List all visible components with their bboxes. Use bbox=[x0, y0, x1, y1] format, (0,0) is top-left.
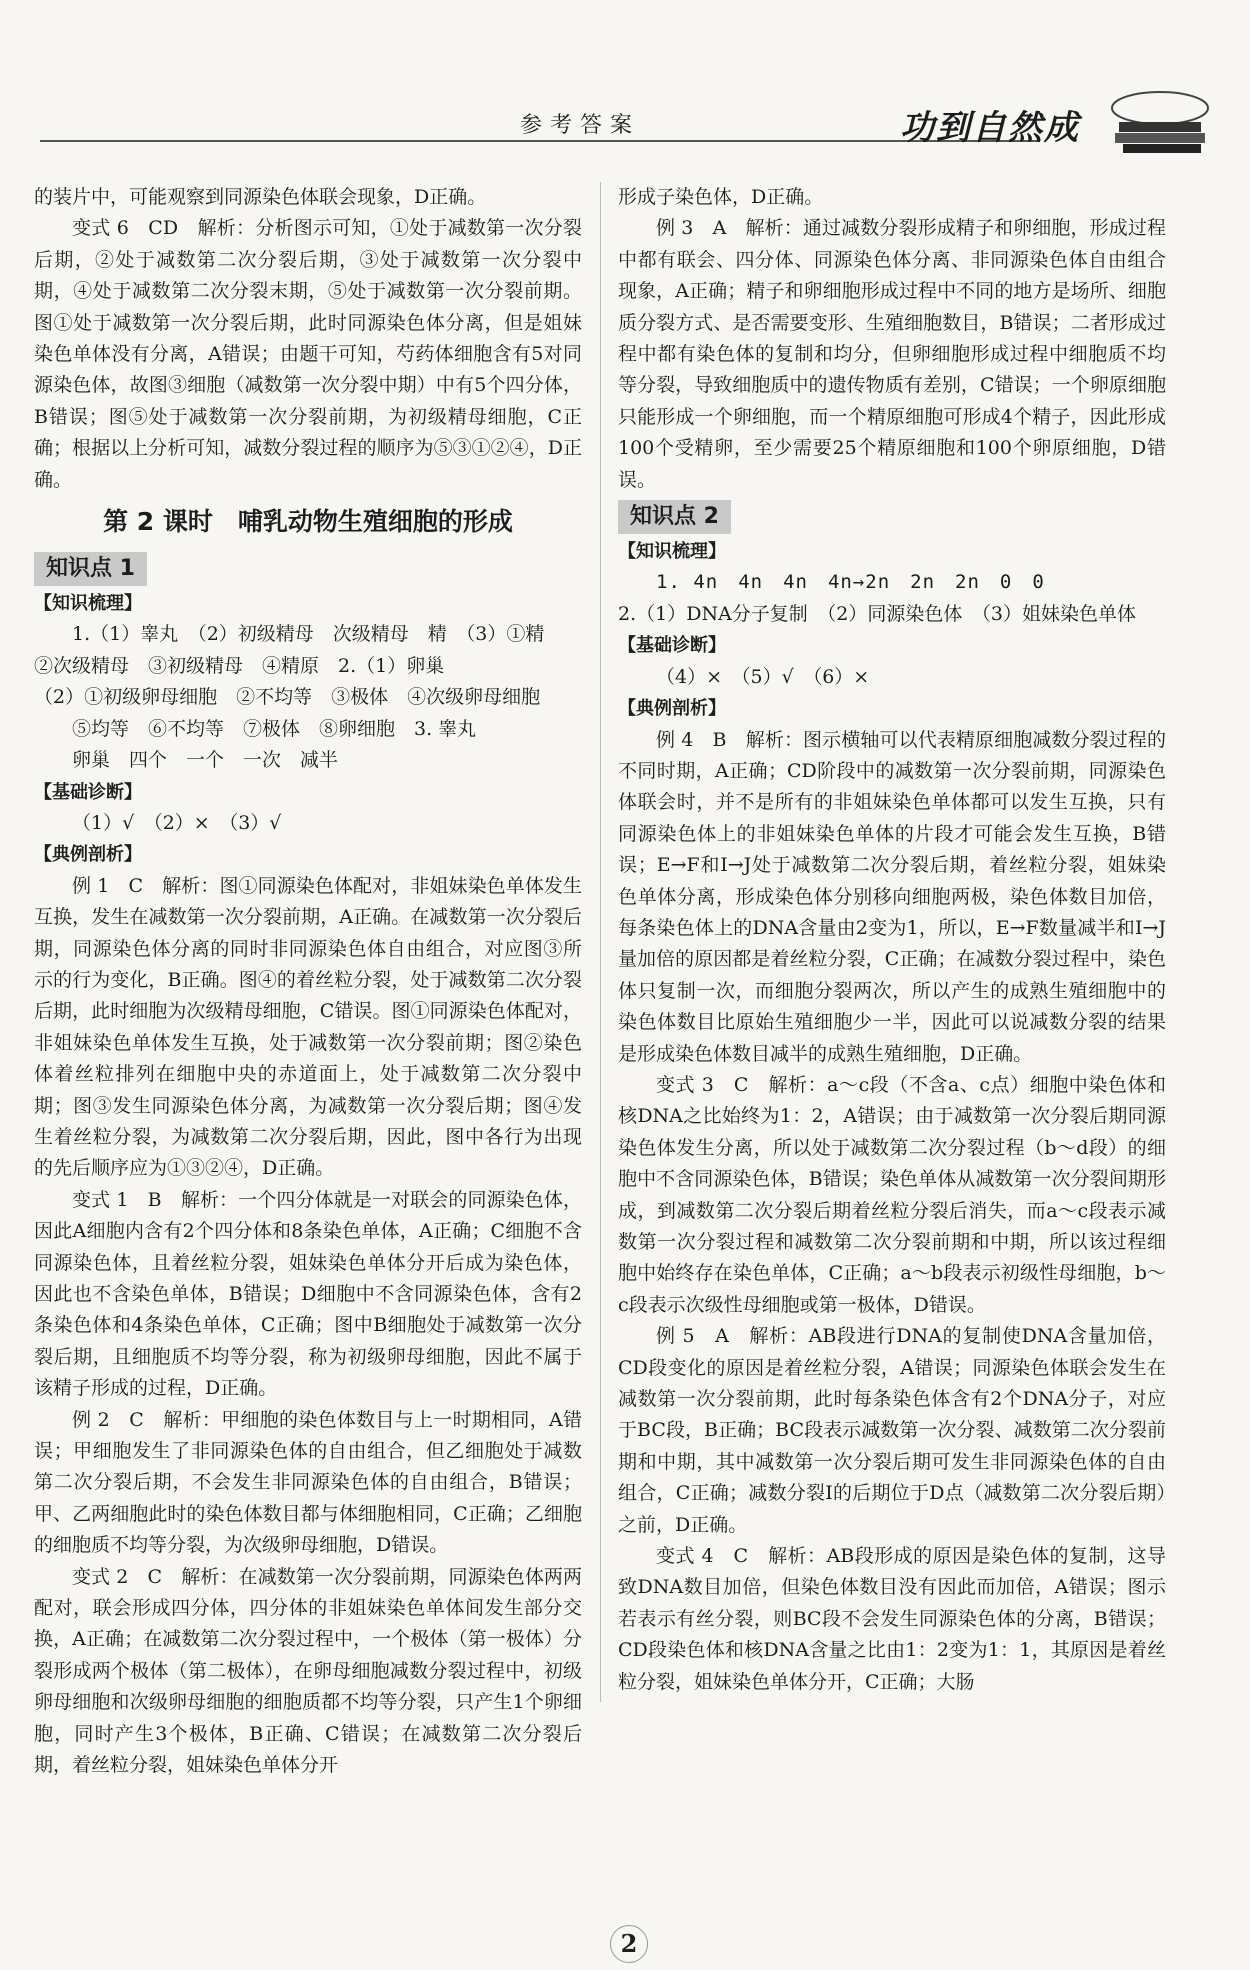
books-icon bbox=[1105, 88, 1215, 158]
section-example-analysis: 【典例剖析】 bbox=[34, 844, 142, 866]
variant-2-answer: 变式 2 C 解析：在减数第一次分裂前期，同源染色体两两配对，联会形成四分体，四分体的非姐妹染色单体间发生部分交换，A正确；在减数第二次分裂过程中，一个极体（第一极体）分裂形成两个极体（第二极体），在卵母细胞减数分裂过程中，初级卵母细胞和次级卵母细胞的细胞质都不均等分裂，只产生1个卵细胞，同时产生3个极体，B正确、C错误；在减数第二次分裂后期，着丝粒分裂，姐妹染色单体分开 bbox=[34, 1565, 582, 1777]
summary-line: ⑤均等 ⑥不均等 ⑦极体 ⑧卵细胞 3. 睾丸 bbox=[72, 717, 477, 740]
diagnosis-answers: （1）√ （2）× （3）√ bbox=[72, 811, 282, 834]
page-number: 2 bbox=[610, 1925, 648, 1963]
example-3-answer: 例 3 A 解析：通过减数分裂形成精子和卵细胞，形成过程中都有联会、四分体、同源染色体分离、非同源染色体自由组合现象，A正确；精子和卵细胞形成过程中不同的地方是场所、细胞质分裂方式、是否需要变形、生殖细胞数目，B错误；二者形成过程中都有染色体的复制和均分，但卵细胞形成过程中细胞质不均等分裂，导致细胞质中的遗传物质有差别，C错误；一个卵原细胞只能形成一个卵细胞，而一个精原细胞可形成4个精子，因此形成100个受精卵，至少需要25个精原细胞和100个卵原细胞，D错误。 bbox=[618, 217, 1166, 491]
header-rule bbox=[40, 140, 1040, 142]
example-5-answer: 例 5 A 解析：AB段进行DNA的复制使DNA含量加倍，CD段变化的原因是着丝粒分裂，A错误；同源染色体联会发生在减数第一次分裂前期，此时每条染色体含有2个DNA分子，对应于BC段，B正确；BC段表示减数第一次分裂、减数第二次分裂前期和中期，其中减数第一次分裂后期可发生非同源染色体的自由组合，C正确；减数分裂Ⅰ的后期位于D点（减数第二次分裂后期）之前，D正确。 bbox=[618, 1325, 1166, 1536]
summary-line: 2.（1）DNA分子复制 （2）同源染色体 （3）姐妹染色单体 bbox=[618, 602, 1136, 625]
example-1-answer: 例 1 C 解析：图①同源染色体配对，非姐妹染色单体发生互换，发生在减数第一次分裂前期，A正确。在减数第一次分裂后期，同源染色体分离的同时非同源染色体自由组合，对应图③所示的行为变化，B正确。图④的着丝粒分裂，处于减数第二次分裂后期，此时细胞为次级精母细胞，C错误。图①同源染色体配对，非姐妹染色单体发生互换，处于减数第一次分裂前期；图②染色体着丝粒排列在细胞中央的赤道面上，处于减数第二次分裂中期；图③发生同源染色体分离，为减数第一次分裂后期；图④发生着丝粒分裂，为减数第二次分裂后期，因此，图中各行为出现的先后顺序应为①③②④，D正确。 bbox=[34, 874, 582, 1180]
left-column bbox=[34, 182, 582, 1782]
section-knowledge-summary: 【知识梳理】 bbox=[618, 541, 726, 563]
example-2-answer: 例 2 C 解析：甲细胞的染色体数目与上一时期相同，A错误；甲细胞发生了非同源染色体的自由组合，但乙细胞处于减数第二次分裂后期，不会发生非同源染色体的自由组合，B错误；甲、乙两细胞此时的染色体数目都与体细胞相同，C正确；乙细胞的细胞质不均等分裂，为次级卵母细胞，D错误。 bbox=[34, 1408, 582, 1557]
summary-line: ②次级精母 ③初级精母 ④精原 2.（1）卵巢 bbox=[34, 654, 445, 677]
section-basic-diagnosis: 【基础诊断】 bbox=[618, 635, 726, 657]
summary-line: 卵巢 四个 一个 一次 减半 bbox=[72, 749, 339, 772]
knowledge-point-1-badge: 知识点 1 bbox=[34, 552, 147, 586]
paragraph: 的装片中，可能观察到同源染色体联会现象，D正确。 bbox=[34, 186, 487, 208]
variant-3-answer: 变式 3 C 解析：a～c段（不含a、c点）细胞中染色体和核DNA之比始终为1：2，A错误；由于减数第一次分裂后期同源染色体发生分离，所以处于减数第二次分裂过程（b～d段）的细胞中不含同源染色体，B错误；染色单体从减数第一次分裂间期形成，到减数第二次分裂后期着丝粒分裂后消失，而a～c段表示减数第一次分裂过程和减数第二次分裂前期和中期，所以该过程细胞中始终存在染色单体，C正确；a～b段表示初级性母细胞，b～c段表示次级性母细胞或第一极体，D错误。 bbox=[618, 1073, 1166, 1316]
variant-4-answer: 变式 4 C 解析：AB段形成的原因是染色体的复制，这导致DNA数目加倍，但染色体数目没有因此而加倍，A错误；图示若表示有丝分裂，则BC段不会发生同源染色体的分离，B错误；CD段染色体和核DNA含量之比由1：2变为1：1，其原因是着丝粒分裂，姐妹染色单体分开，C正确；大肠 bbox=[618, 1545, 1166, 1693]
summary-line: （2）①初级卵母细胞 ②不均等 ③极体 ④次级卵母细胞 bbox=[34, 686, 541, 709]
knowledge-point-2-badge: 知识点 2 bbox=[618, 500, 731, 534]
example-4-answer: 例 4 B 解析：图示横轴可以代表精原细胞减数分裂过程的不同时期，A正确；CD阶段中的减数第一次分裂前期，同源染色体联会时，并不是所有的非姐妹染色单体都可以发生互换，只有同源染色体上的非姐妹染色单体的片段才可能会发生互换，B错误；E→F和I→J处于减数第二次分裂后期，着丝粒分裂，姐妹染色单体分离，形成染色体分别移向细胞两极，染色体数目加倍，每条染色体上的DNA含量由2变为1，所以，E→F数量减半和I→J量加倍的原因都是着丝粒分裂，C正确；在减数分裂过程中，染色体只复制一次，而细胞分裂两次，所以产生的成熟生殖细胞中的染色体数目比原始生殖细胞少一半，因此可以说减数分裂的结果是形成染色体数目减半的成熟生殖细胞，D正确。 bbox=[618, 728, 1166, 1065]
brand-slogan: 功到自然成 bbox=[900, 108, 1080, 148]
paragraph: 形成子染色体，D正确。 bbox=[618, 186, 824, 208]
lesson-title: 第 2 课时 哺乳动物生殖细胞的形成 bbox=[103, 507, 513, 537]
section-knowledge-summary: 【知识梳理】 bbox=[34, 593, 142, 615]
header-title: 参考答案 bbox=[520, 113, 641, 138]
summary-line: 1.（1）睾丸 （2）初级精母 次级精母 精 （3）①精 bbox=[72, 623, 545, 646]
variant-6-answer: 变式 6 CD 解析：分析图示可知，①处于减数第一次分裂后期，②处于减数第二次分裂后期，③处于减数第一次分裂中期，④处于减数第二次分裂末期，⑤处于减数第一次分裂前期。图①处于减数第一次分裂后期，此时同源染色体分离，但是姐妹染色单体没有分离，A错误；由题干可知，芍药体细胞含有5对同源染色体，故图③细胞（减数第一次分裂中期）中有5个四分体，B错误；图⑤处于减数第一次分裂前期，为初级精母细胞，C正确；根据以上分析可知，减数分裂过程的顺序为⑤③①②④，D正确。 bbox=[34, 217, 582, 491]
variant-1-answer: 变式 1 B 解析：一个四分体就是一对联会的同源染色体，因此A细胞内含有2个四分体和8条染色单体，A正确；C细胞不含同源染色体，且着丝粒分裂，姐妹染色单体分开后成为染色体，因此也不含染色单体，B错误；D细胞中不含同源染色体，含有2条染色体和4条染色单体，C正确；图中B细胞处于减数第一次分裂后期，且细胞质不均等分裂，称为初级卵母细胞，因此不属于该精子形成的过程，D正确。 bbox=[34, 1188, 582, 1400]
section-example-analysis: 【典例剖析】 bbox=[618, 698, 726, 720]
diagnosis-answers: （4）× （5）√ （6）× bbox=[656, 665, 870, 688]
right-column bbox=[618, 182, 1166, 1698]
summary-line: 1. 4n 4n 4n 4n→2n 2n 2n 0 0 bbox=[656, 571, 1045, 594]
column-divider bbox=[600, 182, 601, 1702]
section-basic-diagnosis: 【基础诊断】 bbox=[34, 781, 142, 803]
